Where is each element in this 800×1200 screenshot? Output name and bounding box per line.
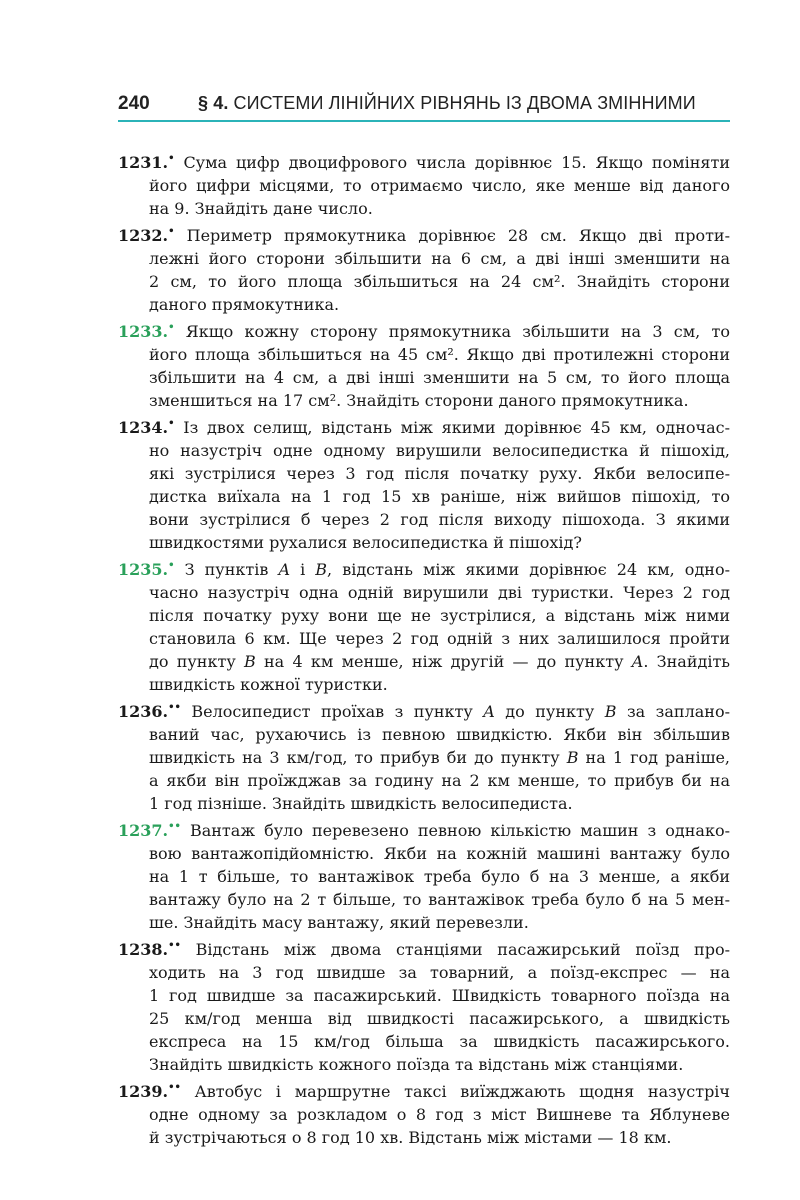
difficulty-level: •	[168, 560, 175, 571]
problem-text: Якщо кожну сторону прямокутника збільшити на 3 см, то	[185, 322, 730, 341]
problem-number: 1236.••	[118, 702, 181, 721]
problem-line	[118, 723, 730, 746]
problem-text: 25 км/год менша від швидкості пасажирського, а швидкість	[149, 1009, 730, 1028]
problem-text: до пункту B на 4 км менше, ніж другій — до пункту A. Знайдіть	[149, 652, 731, 671]
problem-text: 2 см, то його площа збільшиться на 24 см². Знайдіть сторони	[149, 272, 730, 291]
problem-text: 1 год швидше за пасажирський. Швидкість товарного поїзда на	[149, 986, 730, 1005]
problem-text: на 9. Знайдіть дане число.	[149, 199, 373, 218]
problem-text: й зустрічаються о 8 год 10 хв. Відстань між містами — 18 км.	[149, 1128, 672, 1147]
problem-text: 1 год пізніше. Знайдіть швидкість велосипедиста.	[149, 794, 573, 813]
problem-line	[118, 888, 730, 911]
problem-first-line	[118, 316, 730, 343]
problem-first-line	[118, 554, 730, 581]
problem-line	[118, 673, 730, 696]
page-number: 240	[118, 93, 150, 114]
problem-line	[118, 485, 730, 508]
problem-first-line	[118, 1076, 730, 1103]
problem-text: після початку руху вони ще не зустрілися, а відстань між ними	[149, 606, 730, 625]
problem-text: а якби він проїжджав за годину на 2 км менше, то прибув би на	[149, 771, 730, 790]
problem-line	[118, 604, 730, 627]
section-heading	[198, 93, 696, 114]
problem-text: які зустрілися через 3 год після початку руху. Якби велосипе-	[149, 464, 730, 483]
problem-first-line	[118, 934, 730, 961]
problem-line	[118, 389, 730, 412]
problem-line	[118, 1103, 730, 1126]
problem-text: вони зустрілися б через 2 год після виходу пішохода. З якими	[149, 510, 730, 529]
problem-line	[118, 531, 730, 554]
problem-first-line	[118, 220, 730, 247]
problem-number: 1237.••	[118, 821, 181, 840]
header-rule	[118, 120, 730, 122]
problem-text: швидкість кожної туристки.	[149, 675, 388, 694]
problem-text: швидкість на 3 км/год, то прибув би до пункту B на 1 год раніше,	[149, 748, 730, 767]
problem-text: становила 6 км. Ще через 2 год одній з них залишилося пройти	[149, 629, 730, 648]
problem-line	[118, 247, 730, 270]
problem-line	[118, 174, 730, 197]
problem-text: даного прямокутника.	[149, 295, 340, 314]
problem-line	[118, 270, 730, 293]
problem-line	[118, 769, 730, 792]
difficulty-level: ••	[168, 702, 181, 713]
problem-text: вою вантажопідйомністю. Якби на кожній машині вантажу було	[149, 844, 730, 863]
problem-list	[118, 147, 730, 1149]
problem-line	[118, 650, 730, 673]
problem-text: його цифри місцями, то отримаємо число, яке менше від даного	[149, 176, 730, 195]
difficulty-level: ••	[168, 940, 181, 951]
problem-text: дистка виїхала на 1 год 15 хв раніше, ніж вийшов пішохід, то	[149, 487, 730, 506]
problem-line	[118, 1007, 730, 1030]
problem-text: швидкостями рухалися велосипедистка й пішохід?	[149, 533, 582, 552]
problem-text: збільшити на 4 см, а дві інші зменшити на 5 см, то його площа	[149, 368, 730, 387]
problem-line	[118, 439, 730, 462]
problem-first-line	[118, 147, 730, 174]
problem-line	[118, 911, 730, 934]
problem-number: 1239.••	[118, 1082, 181, 1101]
problem-line	[118, 508, 730, 531]
problem-text: вантажу було на 2 т більше, то вантажівок треба було б на 5 мен-	[149, 890, 730, 909]
problem-text: лежні його сторони збільшити на 6 см, а дві інші зменшити на	[149, 249, 730, 268]
problem-text: одне одному за розкладом о 8 год з міст Вишневе та Яблуневе	[149, 1105, 730, 1124]
problem-line	[118, 627, 730, 650]
problem-line	[118, 293, 730, 316]
problem-text: Із двох селищ, відстань між якими дорівнює 45 км, одночас-	[183, 418, 730, 437]
problem-text: Сума цифр двоцифрового числа дорівнює 15. Якщо поміняти	[183, 153, 731, 172]
problem-text: зменшиться на 17 см². Знайдіть сторони даного прямокутника.	[149, 391, 689, 410]
problem-first-line	[118, 815, 730, 842]
problem-line	[118, 984, 730, 1007]
problem-line	[118, 1053, 730, 1076]
problem-line	[118, 366, 730, 389]
problem-line	[118, 961, 730, 984]
problem-text: Вантаж було перевезено певною кількістю машин з однако-	[189, 821, 730, 840]
problem-line	[118, 581, 730, 604]
problem-number: 1235.•	[118, 560, 175, 579]
problem-text: Знайдіть швидкість кожного поїзда та відстань між станціями.	[149, 1055, 684, 1074]
problem-text: З пунктів A і B, відстань між якими дорівнює 24 км, одно-	[184, 560, 730, 579]
problem-text: часно назустріч одна одній вирушили дві туристки. Через 2 год	[149, 583, 730, 602]
problem-line	[118, 746, 730, 769]
problem-number: 1231.•	[118, 153, 175, 172]
problem-text: но назустріч одне одному вирушили велосипедистка й пішохід,	[149, 441, 730, 460]
problem-line	[118, 842, 730, 865]
problem-line	[118, 1030, 730, 1053]
problem-text: ше. Знайдіть масу вантажу, який перевезли.	[149, 913, 529, 932]
problem-text: його площа збільшиться на 45 см². Якщо дві протилежні сторони	[149, 345, 730, 364]
problem-text: експреса на 15 км/год більша за швидкість пасажирського.	[149, 1032, 730, 1051]
difficulty-level: •	[168, 153, 175, 164]
difficulty-level: •	[168, 226, 175, 237]
problem-text: Автобус і маршрутне таксі виїжджають щодня назустріч	[194, 1082, 731, 1101]
problem-line	[118, 343, 730, 366]
section-title: СИСТЕМИ ЛІНІЙНИХ РІВНЯНЬ ІЗ ДВОМА ЗМІННИМИ	[233, 93, 696, 113]
problem-text: на 1 т більше, то вантажівок треба було б на 3 менше, а якби	[149, 867, 730, 886]
page-header	[118, 92, 730, 122]
problem-line	[118, 462, 730, 485]
section-number: § 4.	[198, 93, 229, 113]
difficulty-level: ••	[168, 821, 181, 832]
problem-text: ваний час, рухаючись із певною швидкістю. Якби він збільшив	[149, 725, 730, 744]
problem-number: 1232.•	[118, 226, 175, 245]
problem-number: 1234.•	[118, 418, 175, 437]
problem-text: Периметр прямокутника дорівнює 28 см. Якщо дві проти-	[186, 226, 730, 245]
problem-first-line	[118, 696, 730, 723]
problem-number: 1233.•	[118, 322, 175, 341]
difficulty-level: ••	[168, 1082, 181, 1093]
problem-text: Відстань між двома станціями пасажирський поїзд про-	[195, 940, 730, 959]
difficulty-level: •	[168, 322, 175, 333]
problem-line	[118, 792, 730, 815]
problem-number: 1238.••	[118, 940, 181, 959]
problem-first-line	[118, 412, 730, 439]
problem-text: Велосипедист проїхав з пункту A до пункту B за заплано-	[191, 702, 731, 721]
problem-line	[118, 1126, 730, 1149]
problem-text: ходить на 3 год швидше за товарний, а поїзд-експрес — на	[149, 963, 730, 982]
problem-line	[118, 197, 730, 220]
difficulty-level: •	[168, 418, 175, 429]
problem-line	[118, 865, 730, 888]
